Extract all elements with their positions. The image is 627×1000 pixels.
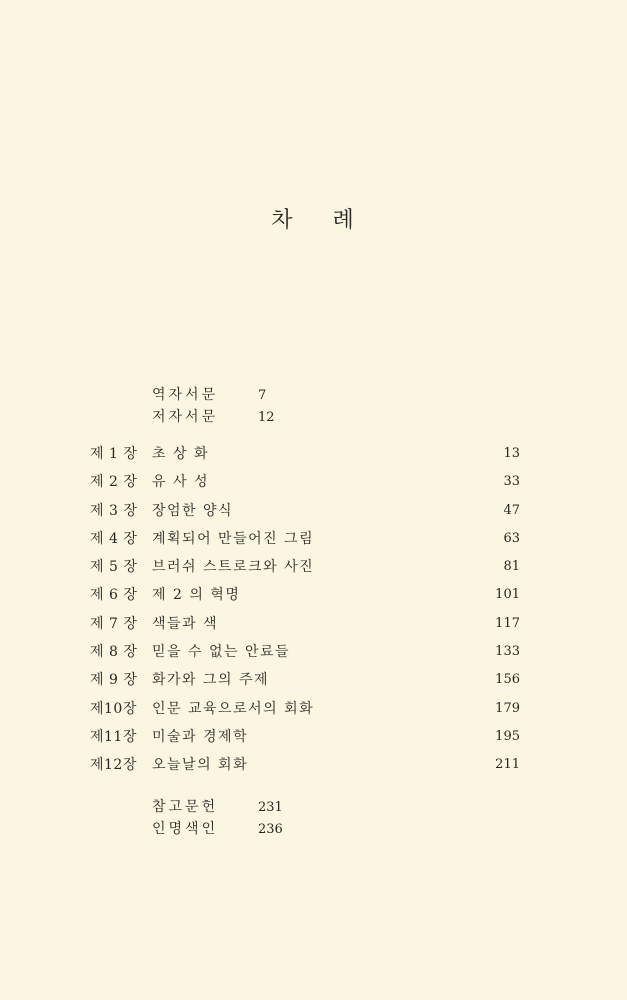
- chapter-number: 제 2 장: [90, 474, 138, 491]
- chapter-page: 63: [503, 530, 520, 546]
- toc-entry[interactable]: [152, 796, 283, 818]
- chapter-title: 브러쉬 스트로크와 사진: [152, 559, 315, 576]
- chapter-title: 미술과 경제학: [152, 728, 249, 745]
- chapter-page: 179: [495, 700, 520, 716]
- entry-page: 12: [258, 410, 275, 425]
- chapter-number: 제 8 장: [90, 644, 138, 661]
- chapter-page: 133: [495, 644, 520, 660]
- chapter-entry[interactable]: [90, 581, 520, 609]
- entry-page: 231: [258, 800, 283, 815]
- chapter-entry[interactable]: [90, 638, 520, 666]
- chapter-title: 계획되어 만들어진 그림: [152, 530, 315, 547]
- chapter-number: 제12장: [90, 757, 137, 774]
- chapter-entry[interactable]: [90, 751, 520, 779]
- chapter-number: 제 5 장: [90, 559, 138, 576]
- chapter-title: 색들과 색: [152, 615, 219, 632]
- page-title: [0, 203, 627, 234]
- chapter-title: 유 사 성: [152, 474, 209, 491]
- toc-entry[interactable]: [152, 384, 275, 406]
- chapter-entry[interactable]: [90, 468, 520, 496]
- chapter-number: 제 4 장: [90, 530, 138, 547]
- back-matter-list: [152, 796, 283, 840]
- chapter-entry[interactable]: [90, 497, 520, 525]
- chapter-page: 195: [495, 728, 520, 744]
- chapter-number: 제 9 장: [90, 672, 138, 689]
- chapter-title: 초 상 화: [152, 446, 209, 462]
- toc-entry[interactable]: [152, 406, 275, 428]
- entry-page: 7: [258, 388, 267, 403]
- chapter-entry[interactable]: [90, 440, 520, 468]
- front-matter-list: [152, 384, 275, 428]
- title-right: 례: [332, 208, 356, 233]
- chapter-entry[interactable]: [90, 610, 520, 638]
- chapter-number: 제 3 장: [90, 502, 138, 519]
- chapter-page: 101: [495, 587, 520, 603]
- entry-page: 236: [258, 822, 283, 837]
- entry-label: 역자서문: [152, 387, 219, 403]
- toc-entry[interactable]: [152, 818, 283, 840]
- chapter-page: 47: [503, 502, 520, 518]
- chapter-entry[interactable]: [90, 525, 520, 553]
- chapter-list: [90, 440, 520, 780]
- chapter-page: 156: [495, 672, 520, 688]
- chapter-entry[interactable]: [90, 695, 520, 723]
- chapter-title: 믿을 수 없는 안료들: [152, 644, 291, 661]
- chapter-page: 117: [495, 615, 520, 631]
- chapter-title: 인문 교육으로서의 회화: [152, 700, 315, 717]
- chapter-title: 제 2 의 혁명: [152, 587, 241, 604]
- chapter-page: 211: [495, 757, 520, 773]
- entry-label: 인명색인: [152, 821, 219, 837]
- chapter-title: 오늘날의 회화: [152, 757, 249, 774]
- entry-label: 저자서문: [152, 409, 219, 425]
- chapter-entry[interactable]: [90, 666, 520, 694]
- chapter-number: 제 7 장: [90, 615, 138, 632]
- chapter-number: 제 1 장: [90, 446, 138, 462]
- title-left: 차: [271, 208, 295, 233]
- chapter-number: 제 6 장: [90, 587, 138, 604]
- chapter-page: 81: [503, 559, 520, 575]
- chapter-title: 장엄한 양식: [152, 502, 234, 519]
- chapter-page: 13: [503, 446, 520, 461]
- chapter-page: 33: [503, 474, 520, 490]
- chapter-title: 화가와 그의 주제: [152, 672, 270, 689]
- entry-label: 참고문헌: [152, 799, 219, 815]
- chapter-entry[interactable]: [90, 723, 520, 751]
- chapter-entry[interactable]: [90, 553, 520, 581]
- chapter-number: 제10장: [90, 700, 137, 717]
- chapter-number: 제11장: [90, 728, 137, 745]
